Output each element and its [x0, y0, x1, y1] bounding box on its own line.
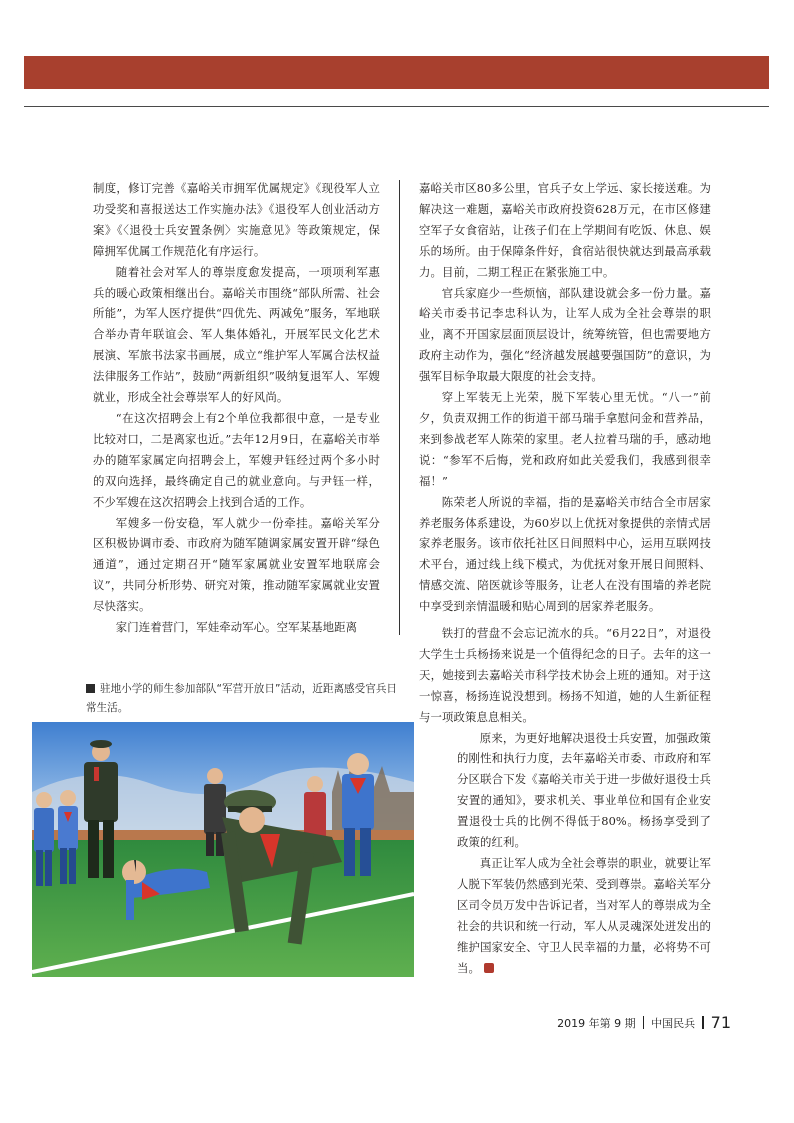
- paragraph: 嘉峪关市区80多公里，官兵子女上学远、家长接送难。为解决这一难题，嘉峪关市政府投资628万元，在市区修建空军子女食宿站，让孩子们在上学期间有吃饭、休息、娱乐的场所。由于保障条件好，食宿站很快就达到最高承载力。目前，二期工程正在紧张施工中。: [419, 181, 711, 279]
- paragraph: 制度，修订完善《嘉峪关市拥军优属规定》《现役军人立功受奖和喜报送达工作实施办法》《退役军人创业活动方案》《〈退役士兵安置条例〉实施意见》等政策规定，保障拥军优属工作规范化有序运行。: [93, 181, 380, 258]
- page-footer: [557, 1013, 731, 1032]
- caption-text: 驻地小学的师生参加部队“军营开放日”活动，近距离感受官兵日常生活。: [86, 683, 398, 714]
- paragraph: 原来，为更好地解决退役士兵安置，加强政策的刚性和执行力度，去年嘉峪关市委、市政府和军分区联合下发《嘉峪关市关于进一步做好退役士兵安置的通知》，要求机关、事业单位和国有企业安置退役士兵的比例不得低于80%。杨扬享受到了政策的红利。: [457, 730, 711, 850]
- paragraph: “在这次招聘会上有2个单位我都很中意，一是专业比较对口，二是离家也近。”去年12月9日，在嘉峪关市举办的随军家属定向招聘会上，军嫂尹钰经过两个多小时的双向选择，最终确定自己的就业意向。与尹钰一样，不少军嫂在这次招聘会上找到合适的工作。: [93, 410, 380, 509]
- caption-square-icon: [86, 684, 95, 693]
- footer-separator: [702, 1016, 704, 1029]
- photo-caption: [86, 680, 406, 718]
- page-number: 71: [710, 1013, 731, 1032]
- header-band: [24, 56, 769, 89]
- left-column: [93, 178, 380, 638]
- paragraph: 官兵家庭少一些烦恼，部队建设就会多一份力量。嘉峪关市委书记李忠科认为，让军人成为全社会尊崇的职业，离不开国家层面顶层设计，统筹统管，但也需要地方政府主动作为，强化“经济越发展越要强国防”的意识，为强军目标争取最大限度的社会支持。: [419, 285, 711, 384]
- end-mark-icon: [484, 963, 494, 973]
- photo-illustration: [32, 722, 414, 977]
- footer-separator: [643, 1016, 645, 1029]
- paragraph-text: 真正让军人成为全社会尊崇的职业，就要让军人脱下军装仍然感到光荣、受到尊崇。嘉峪关军分区司令员万发中告诉记者，当对军人的尊崇成为全社会的共识和统一行动，军人从灵魂深处迸发出的维护国家安全、守卫人民幸福的力量，必将势不可当。: [457, 855, 711, 975]
- article-photo: [32, 722, 414, 977]
- column-divider: [399, 180, 400, 635]
- paragraph: 陈荣老人所说的幸福，指的是嘉峪关市结合全市居家养老服务体系建设，为60岁以上优抚对象提供的亲情式居家养老服务。该市依托社区日间照料中心，运用互联网技术平台，通过线上线下模式，为优抚对象开展日间照料、情感交流、陪医就诊等服务，让老人在没有围墙的养老院中享受到亲情温暖和贴心周到的居家养老服务。: [419, 494, 711, 614]
- paragraph: 穿上军装无上光荣，脱下军装心里无忧。“八一”前夕，负责双拥工作的街道干部马瑞手拿慰问金和营养品，来到参战老军人陈荣的家里。老人拉着马瑞的手，感动地说：“参军不后悔，党和政府如此关爱我们，我感到很幸福！”: [419, 390, 711, 488]
- paragraph: [457, 853, 711, 978]
- header-rule: [24, 106, 769, 107]
- paragraph: 铁打的营盘不会忘记流水的兵。“6月22日”，对退役大学生士兵杨扬来说是一个值得纪念的日子。去年的这一天，她接到去嘉峪关市科学技术协会上班的通知。对于这一惊喜，杨扬连说没想到。杨扬不知道，她的人生新征程与一项政策息息相关。: [419, 626, 711, 724]
- inset-column: [419, 623, 711, 978]
- paragraph: 军嫂多一份安稳，军人就少一份牵挂。嘉峪关军分区积极协调市委、市政府为随军随调家属安置开辟“绿色通道”，通过定期召开“随军家属就业安置军地联席会议”，共同分析形势、研究对策，推动随军家属就业安置尽快落实。: [93, 515, 380, 614]
- right-column: [419, 178, 711, 617]
- paragraph: 家门连着营门，军娃牵动军心。空军某基地距离: [115, 620, 358, 635]
- issue-label: 2019 年第 9 期: [557, 1016, 636, 1030]
- magazine-name: 中国民兵: [651, 1016, 696, 1030]
- paragraph: 随着社会对军人的尊崇度愈发提高，一项项利军惠兵的暖心政策相继出台。嘉峪关市围绕“部队所需、社会所能”，为军人医疗提供“四优先、两减免”服务，军地联合举办青年联谊会、军人集体婚礼，开展军民文化艺术展演、军旅书法家书画展，成立“维护军人军属合法权益法律服务工作站”，鼓励“两新组织”吸纳复退军人、军嫂就业，形成全社会尊崇军人的好风尚。: [93, 264, 380, 405]
